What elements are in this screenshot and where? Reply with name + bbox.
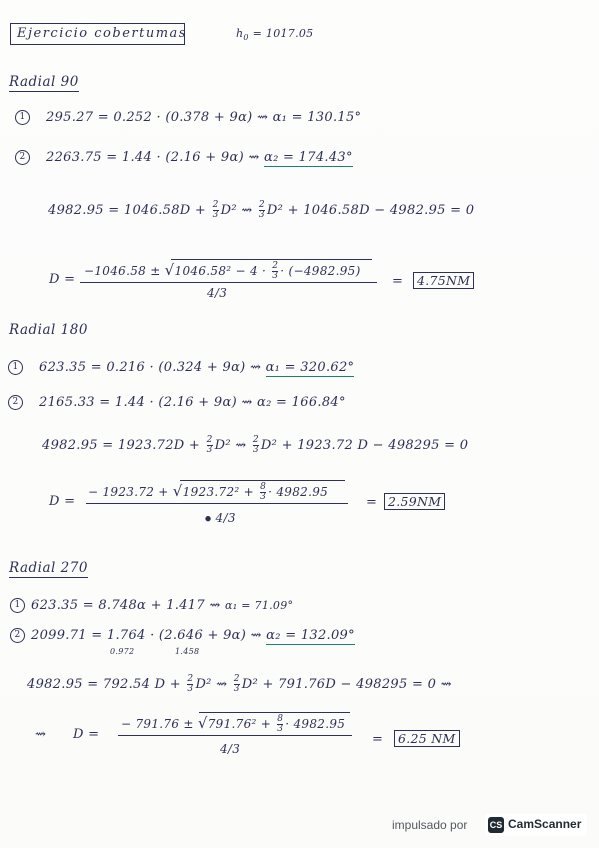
equation-left: 4982.95 = 792.54 D + (27, 677, 181, 692)
equation-result: α₂ = 166.84° (257, 395, 346, 410)
equation-text: 2263.75 = 1.44 · (2.16 + 9α) ⇝ (46, 150, 260, 165)
fraction-two-thirds: $\frac{2}{3}$ (252, 435, 259, 455)
fraction-two-thirds: $\frac{2}{3}$ (258, 200, 265, 220)
equation-right: D² + 791.76D − 498295 = 0 ⇝ (241, 677, 452, 692)
sqrt-vinculum (171, 259, 372, 260)
r180-equation-3 (42, 436, 468, 455)
equation-text: 2099.71 = 1.764 · (2.646 + 9α) ⇝ (31, 628, 262, 643)
h0-label: h (236, 27, 244, 40)
equation-mid: D² ⇝ (220, 203, 253, 218)
equation-mid: D² ⇝ (195, 677, 228, 692)
r180-d-numerator (88, 482, 328, 502)
r180-equation-2 (8, 395, 346, 410)
powered-by-text: impulsado por (392, 818, 468, 832)
numerator-part-b: 791.76² + (207, 717, 272, 731)
section-title-radial-270: Radial 270 (9, 560, 88, 576)
camscanner-icon: CS (488, 817, 504, 833)
sqrt-vinculum (199, 712, 350, 713)
step-number: 2 (15, 150, 30, 165)
fraction-bar (86, 503, 348, 504)
numerator-part-a: −1046.58 ± (84, 264, 161, 278)
equation-right: D² + 1046.58D − 4982.95 = 0 (266, 203, 475, 218)
fraction-two-thirds: $\frac{2}{3}$ (206, 435, 213, 455)
fraction-two-thirds: $\frac{2}{3}$ (187, 674, 194, 694)
brand-name: CamScanner (508, 817, 582, 831)
r180-d-label: D = (49, 494, 76, 509)
fraction-eight-thirds: $\frac{8}{3}$ (277, 714, 284, 734)
sqrt-vinculum (180, 480, 345, 481)
denominator-text: 4/3 (215, 511, 236, 525)
section-title-radial-180: Radial 180 (9, 322, 88, 338)
fraction-two-thirds: $\frac{2}{3}$ (272, 261, 279, 281)
fraction-bar (118, 735, 352, 736)
h0-sub: 0 (243, 33, 249, 43)
step-number: 1 (15, 110, 30, 125)
equation-text: 295.27 = 0.252 · (0.378 + 9α) ⇝ (46, 110, 269, 125)
fraction-two-thirds: $\frac{2}{3}$ (233, 674, 240, 694)
equation-result: α₁ = 71.09° (224, 599, 294, 612)
equation-result: α₁ = 320.62° (265, 360, 355, 375)
r270-d-numerator (121, 714, 345, 734)
page-title: Ejercicio cobertumas (10, 23, 185, 45)
equation-result: α₂ = 174.43° (264, 150, 353, 165)
numerator-part-a: − 791.76 ± (121, 717, 194, 731)
r270-final-result: 6.25 NM (394, 730, 460, 747)
r90-equation-3 (48, 201, 474, 220)
r90-d-label: D = (49, 272, 76, 287)
r90-equation-1 (15, 110, 361, 125)
r90-final-result: 4.75NM (413, 272, 474, 289)
fraction-two-thirds: $\frac{2}{3}$ (212, 200, 219, 220)
sqrt-icon: √ (172, 482, 183, 500)
r180-final-result: 2.59NM (384, 493, 445, 510)
equals-sign: = (366, 495, 378, 510)
step-number: 1 (10, 598, 25, 613)
equation-left: 4982.95 = 1046.58D + (48, 203, 207, 218)
h0-number: = 1017.05 (252, 27, 314, 40)
r270-equation-2 (10, 628, 355, 643)
equation-text: 623.35 = 8.748α + 1.417 ⇝ (31, 598, 221, 613)
h0-value (236, 27, 313, 42)
sqrt-icon: √ (164, 261, 175, 279)
numerator-part-b: 1046.58² − 4 · (174, 264, 267, 278)
sqrt-icon: √ (197, 714, 208, 732)
fraction-bar (80, 282, 377, 283)
r270-d-label: D = (73, 727, 100, 742)
equation-result: α₁ = 130.15° (272, 110, 362, 125)
equals-sign: = (392, 274, 404, 289)
equation-result: α₂ = 132.09° (266, 628, 355, 643)
equation-text: 623.35 = 0.216 · (0.324 + 9α) ⇝ (39, 360, 262, 375)
step-number: 2 (8, 395, 23, 410)
r90-d-denominator: 4/3 (207, 286, 228, 300)
numerator-part-c: · (−4982.95) (280, 264, 361, 278)
r270-arrow: ⇝ (35, 727, 47, 742)
numerator-part-b: 1923.72² + (182, 485, 254, 499)
step-number: 2 (10, 628, 25, 643)
equals-sign: = (372, 732, 384, 747)
r90-d-numerator (84, 261, 361, 281)
r270-equation-3 (27, 675, 452, 694)
equation-mid: D² ⇝ (214, 438, 247, 453)
step-number: 1 (8, 360, 23, 375)
equation-left: 4982.95 = 1923.72D + (42, 438, 201, 453)
numerator-part-c: · 4982.95 (268, 485, 329, 499)
equation-text: 2165.33 = 1.44 · (2.16 + 9α) ⇝ (39, 395, 253, 410)
r270-equation-1 (10, 598, 293, 613)
r180-equation-1 (8, 360, 354, 375)
numerator-part-a: − 1923.72 + (88, 485, 169, 499)
bullet-icon: ● (205, 514, 212, 523)
r270-annotation-a: 0.972 (110, 647, 135, 656)
fraction-eight-thirds: $\frac{8}{3}$ (260, 482, 267, 502)
numerator-part-c: · 4982.95 (285, 717, 346, 731)
r270-d-denominator: 4/3 (220, 742, 241, 756)
section-title-radial-90: Radial 90 (9, 74, 79, 90)
r270-annotation-b: 1.458 (175, 647, 200, 656)
r180-d-denominator (205, 511, 236, 525)
equation-right: D² + 1923.72 D − 498295 = 0 (260, 438, 469, 453)
camscanner-logo (485, 814, 587, 836)
r90-equation-2 (15, 150, 353, 165)
